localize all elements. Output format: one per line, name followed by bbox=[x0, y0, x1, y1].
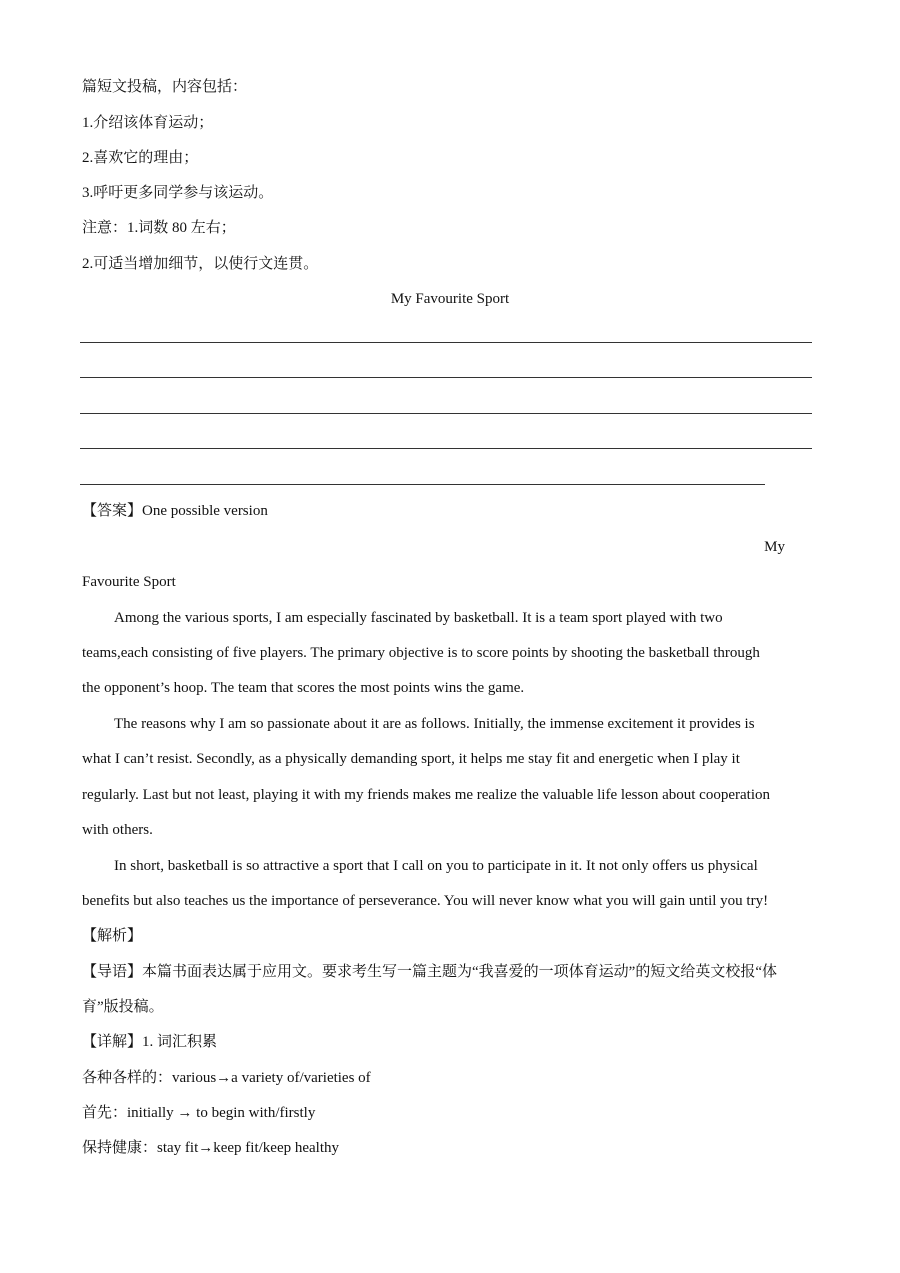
prompt-point-3: 3.呼吁更多同学参与该运动。 bbox=[82, 185, 274, 201]
answer-line: with others. bbox=[82, 822, 153, 838]
vocab-item: 各种各样的：various→a variety of/varieties of bbox=[82, 1070, 371, 1086]
analysis-guide-line-1: 【导语】本篇书面表达属于应用文。要求考生写一篇主题为“我喜爱的一项体育运动”的短文给英文校报“体 bbox=[82, 964, 777, 980]
writing-line bbox=[80, 342, 812, 343]
answer-label: 【答案】One possible version bbox=[82, 503, 268, 519]
answer-title-part2: Favourite Sport bbox=[82, 574, 176, 590]
answer-line: Among the various sports, I am especially fascinated by basketball. It is a team sport played with two bbox=[114, 610, 723, 626]
writing-line bbox=[80, 484, 765, 485]
writing-line bbox=[80, 377, 812, 378]
analysis-detail-label: 【详解】1. 词汇积累 bbox=[82, 1034, 218, 1050]
writing-line bbox=[80, 413, 812, 414]
answer-line: benefits but also teaches us the importance of perseverance. You will never know what you will gain until you try! bbox=[82, 893, 769, 909]
prompt-note-1: 注意：1.词数 80 左右； bbox=[82, 220, 236, 236]
vocab-item: 首先：initially → to begin with/firstly bbox=[82, 1105, 316, 1121]
analysis-label: 【解析】 bbox=[82, 928, 143, 944]
analysis-guide-line-2: 育”版投稿。 bbox=[82, 999, 164, 1015]
writing-line bbox=[80, 448, 812, 449]
prompt-intro: 篇短文投稿，内容包括： bbox=[82, 79, 248, 95]
vocab-item: 保持健康：stay fit→keep fit/keep healthy bbox=[82, 1140, 340, 1156]
prompt-point-2: 2.喜欢它的理由； bbox=[82, 150, 199, 166]
answer-line: In short, basketball is so attractive a sport that I call on you to participate in it. It not only offers us physical bbox=[114, 858, 758, 874]
answer-line: what I can’t resist. Secondly, as a physically demanding sport, it helps me stay fit and energetic when I play it bbox=[82, 751, 740, 767]
prompt-note-2: 2.可适当增加细节，以使行文连贯。 bbox=[82, 256, 319, 272]
prompt-point-1: 1.介绍该体育运动； bbox=[82, 115, 214, 131]
answer-line: teams,each consisting of five players. The primary objective is to score points by shooting the basketball through bbox=[82, 645, 760, 661]
answer-line: The reasons why I am so passionate about it are as follows. Initially, the immense excitement it provides is bbox=[114, 716, 755, 732]
essay-title: My Favourite Sport bbox=[390, 291, 510, 307]
answer-line: regularly. Last but not least, playing it with my friends makes me realize the valuable life lesson about cooperation bbox=[82, 787, 770, 803]
answer-line: the opponent’s hoop. The team that scores the most points wins the game. bbox=[82, 680, 525, 696]
answer-title-part1: My bbox=[764, 539, 785, 555]
